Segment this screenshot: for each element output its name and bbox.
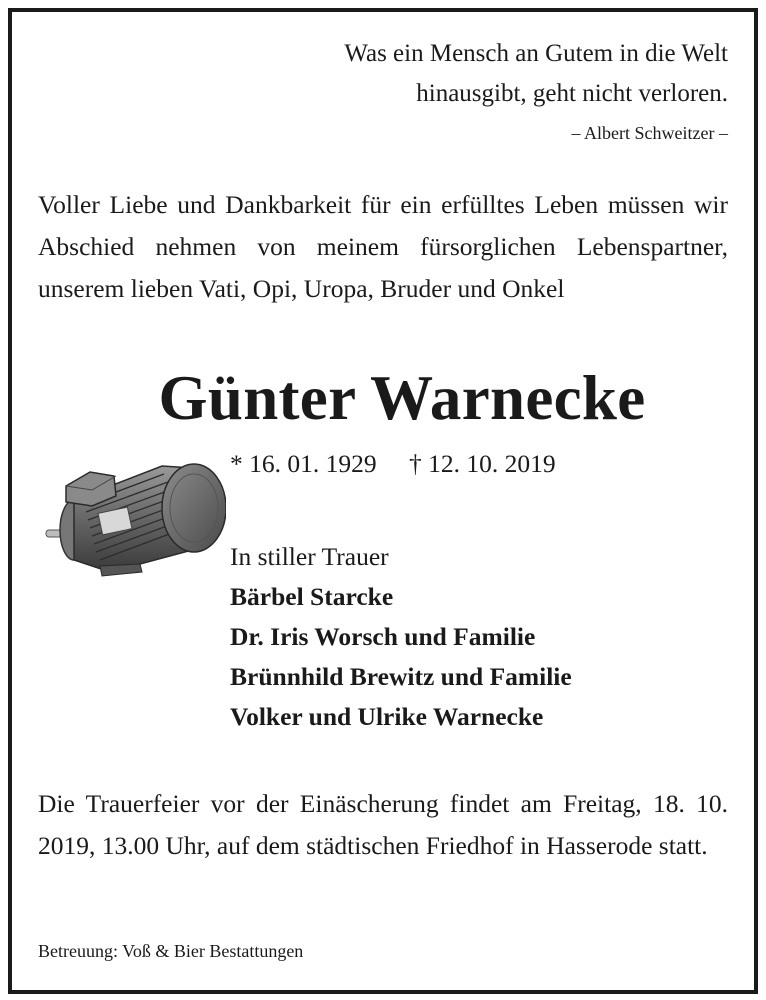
deceased-name: Günter Warnecke [158,363,646,433]
intro-line: Onkel [502,274,565,303]
birth-date: * 16. 01. 1929 [230,449,377,478]
ceremony-text [38,783,728,867]
intro-text [38,184,728,310]
funeral-care-note: Betreuung: Voß & Bier Bestattungen [38,941,304,961]
ceremony-line: Hasserode statt. [546,831,708,860]
intro-line: Lebenspartner, unserem lieben Vati, Opi, Uropa, Bruder und [38,232,729,303]
quote-line: hinausgibt, geht nicht verloren. [416,80,728,107]
mourner-name: Volker und Ulrike Warnecke [230,702,544,731]
mourners-block [230,537,572,737]
intro-line: müssen wir Abschied nehmen von meinem fürsorglichen [38,190,728,261]
quote-author: – Albert Schweitzer – [571,123,728,143]
obituary-notice [8,8,758,994]
mourner-name: Dr. Iris Worsch und Familie [230,622,536,651]
death-date: † 12. 10. 2019 [409,449,556,478]
intro-line: Voller Liebe und Dankbarkeit für ein erfülltes Leben [38,190,599,219]
mourner-name: Bärbel Starcke [230,582,394,611]
ceremony-line: 18. 10. 2019, 13.00 Uhr, auf dem städtischen Friedhof in [38,789,729,860]
quote-line: Was ein Mensch an Gutem in die Welt [344,40,728,67]
life-dates [230,445,556,483]
mourning-label: In stiller Trauer [230,542,389,571]
quote-block [344,34,728,150]
mourner-name: Brünnhild Brewitz und Familie [230,662,572,691]
electric-motor-icon [44,444,226,578]
ceremony-line: Die Trauerfeier vor der Einäscherung findet am Freitag, [38,789,642,818]
